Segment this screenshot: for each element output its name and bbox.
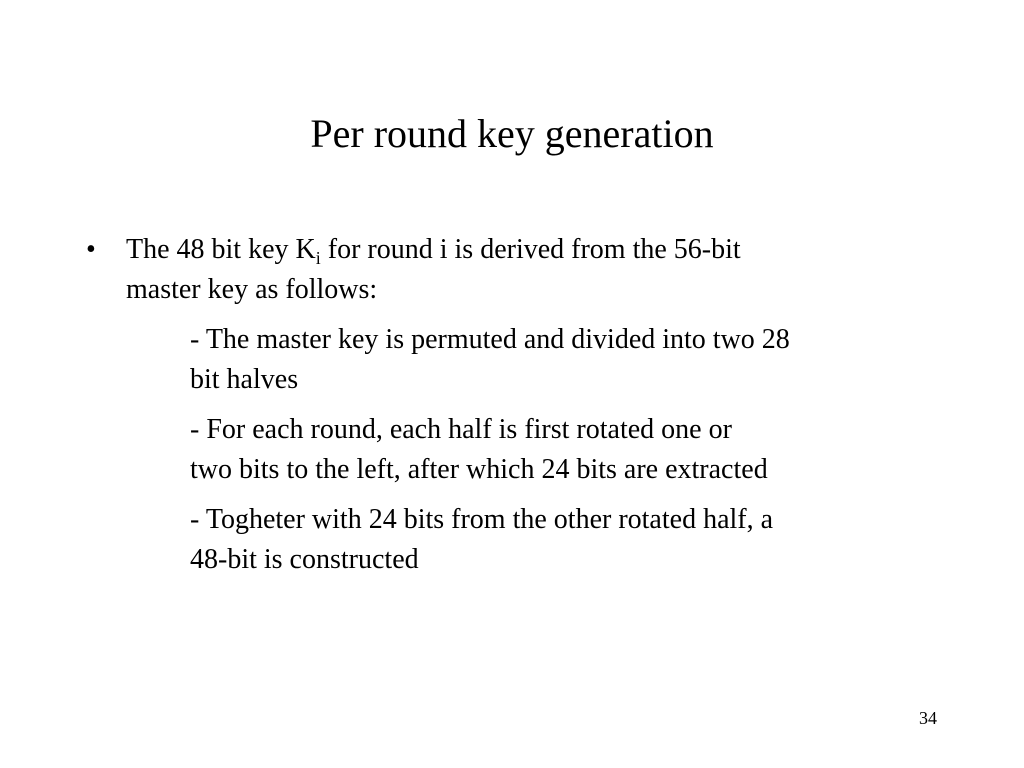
main-bullet-line-2: master key as follows: (126, 274, 378, 305)
bullet-marker: • (86, 234, 96, 265)
sub-point-1-line-2: bit halves (190, 364, 299, 395)
bullet-text-after-key: for round i is derived from the 56-bit (320, 234, 741, 265)
key-subscript: i (315, 248, 321, 268)
bullet-text-before-key: The 48 bit key K (126, 234, 316, 265)
slide-title: Per round key generation (310, 111, 714, 156)
sub-point-3-line-1: - Togheter with 24 bits from the other rotated half, a (190, 504, 774, 535)
main-bullet-line-1 (126, 230, 926, 270)
sub-point-2-line-1: - For each round, each half is first rotated one or (190, 414, 732, 445)
sub-point-2-line-2: two bits to the left, after which 24 bits are extracted (190, 454, 768, 485)
main-bullet (86, 230, 946, 310)
sub-point-3-line-2: 48-bit is constructed (190, 544, 419, 575)
main-bullet-text (126, 230, 926, 310)
sub-point-2 (190, 410, 950, 490)
page-number: 34 (919, 708, 937, 728)
sub-point-1 (190, 320, 950, 400)
sub-point-1-line-1: - The master key is permuted and divided into two 28 (190, 324, 790, 355)
sub-point-3 (190, 500, 950, 580)
